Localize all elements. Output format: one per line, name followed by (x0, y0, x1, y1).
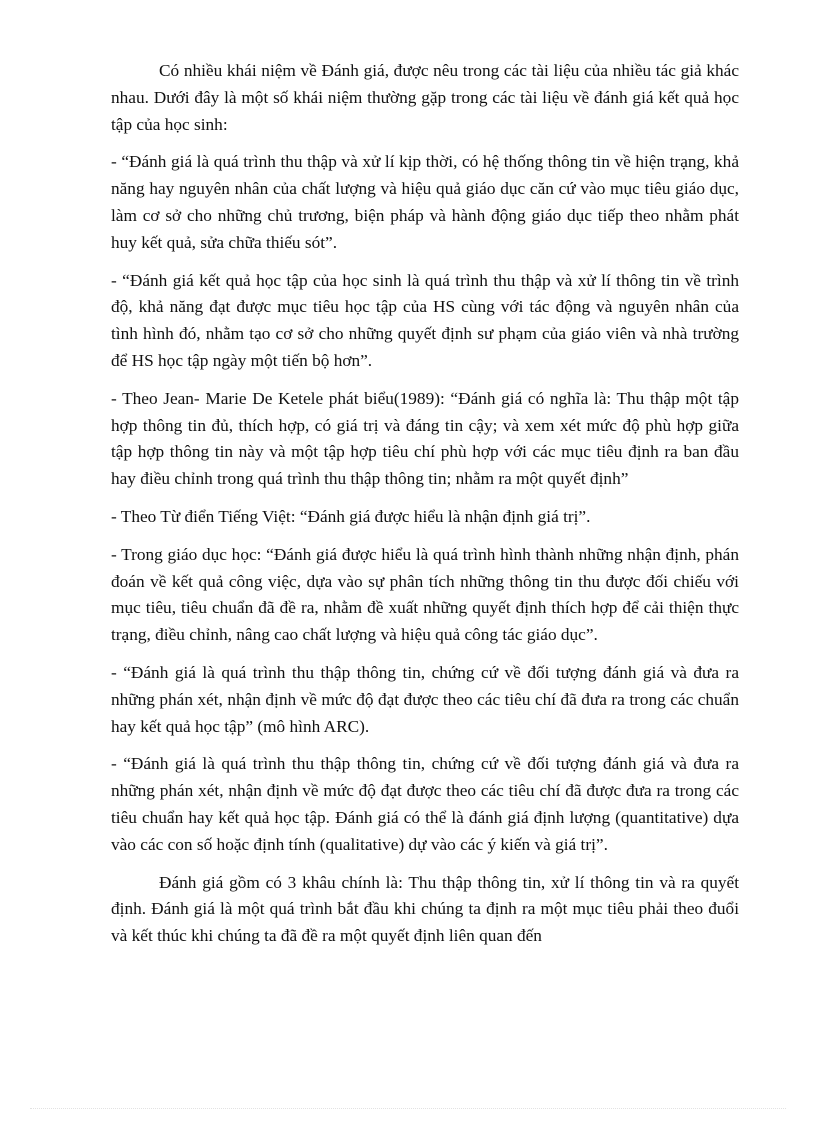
definition-paragraph-2: - “Đánh giá kết quả học tập của học sinh là quá trình thu thập và xử lí thông tin về trình độ, khả năng đạt được mục tiêu học tập của HS cùng với tác động và nguyên nhân của tình hình đó, nhằm tạo cơ sở cho những quyết định sư phạm của giáo viên và nhà trường để HS học tập ngày một tiến bộ hơn”. (111, 270, 739, 370)
definition-paragraph-1: - “Đánh giá là quá trình thu thập và xử lí kịp thời, có hệ thống thông tin về hiện trạng, khả năng hay nguyên nhân của chất lượng và hiệu quả giáo dục căn cứ vào mục tiêu giáo dục, làm cơ sở cho những chủ trương, biện pháp và hành động giáo dục tiếp theo nhằm phát huy kết quả, sửa chữa thiếu sót”. (111, 152, 739, 252)
definition-paragraph-ketele: - Theo Jean- Marie De Ketele phát biểu(1989): “Đánh giá có nghĩa là: Thu thập một tập hợp thông tin đủ, thích hợp, có giá trị và đáng tin cậy; và xem xét mức độ phù hợp giữa tập hợp thông tin này và một tập hợp tiêu chí phù hợp với các mục tiêu định ra ban đầu hay điều chỉnh trong quá trình thu thập thông tin; nhằm ra một quyết định” (111, 388, 739, 489)
definition-paragraph-quantitative: - “Đánh giá là quá trình thu thập thông tin, chứng cứ về đối tượng đánh giá và đưa ra những phán xét, nhận định về mức độ đạt được theo các tiêu chí đã được đưa ra trong các tiêu chuẩn hay kết quả học tập. Đánh giá có thể là đánh giá định lượng (quantitative) dựa vào các con số hoặc định tính (qualitative) dự vào các ý kiến và giá trị”. (111, 754, 739, 854)
page-bottom-divider (30, 1108, 786, 1109)
definition-paragraph-dictionary: - Theo Từ điển Tiếng Việt: “Đánh giá được hiểu là nhận định giá trị”. (111, 506, 591, 526)
intro-paragraph: Có nhiều khái niệm về Đánh giá, được nêu trong các tài liệu của nhiều tác giả khác nhau. Dưới đây là một số khái niệm thường gặp trong các tài liệu về đánh giá kết quả học tập của học sinh: (111, 61, 739, 134)
definition-paragraph-pedagogy: - Trong giáo dục học: “Đánh giá được hiểu là quá trình hình thành những nhận định, phán đoán về kết quả công việc, dựa vào sự phân tích những thông tin thu được đối chiếu với mục tiêu, tiêu chuẩn đã đề ra, nhằm đề xuất những quyết định thích hợp để cải thiện thực trạng, điều chỉnh, nâng cao chất lượng và hiệu quả công tác giáo dục”. (111, 544, 739, 645)
definition-paragraph-arc: - “Đánh giá là quá trình thu thập thông tin, chứng cứ về đối tượng đánh giá và đưa ra những phán xét, nhận định về mức độ đạt được theo các tiêu chí đã đưa ra trong các chuẩn hay kết quả học tập” (mô hình ARC). (111, 662, 739, 736)
document-body (111, 58, 739, 961)
stages-paragraph: Đánh giá gồm có 3 khâu chính là: Thu thập thông tin, xử lí thông tin và ra quyết định. Đánh giá là một quá trình bắt đầu khi chúng ta định ra một mục tiêu phải theo đuổi và kết thúc khi chúng ta đã đề ra một quyết định liên quan đến (111, 872, 739, 946)
